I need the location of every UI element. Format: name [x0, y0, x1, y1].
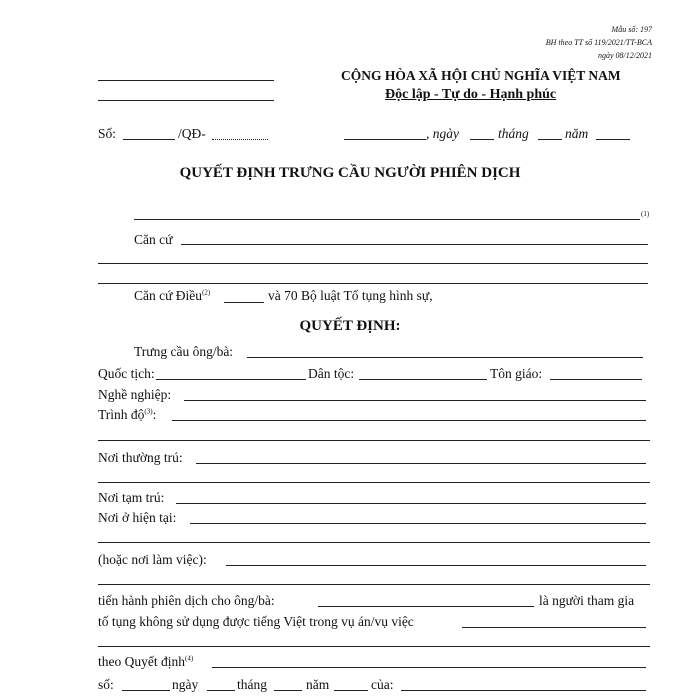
thuong-tru-label: Nơi thường trú:: [98, 450, 183, 465]
nghe-nghiep-label: Nghề nghiệp:: [98, 387, 172, 402]
tien-hanh-label: tiến hành phiên dịch cho ông/bà:: [98, 593, 275, 608]
qd-field[interactable]: [212, 139, 268, 140]
year-field[interactable]: [596, 139, 630, 140]
can-cu-line-1[interactable]: [181, 244, 648, 245]
lam-viec-field[interactable]: [226, 565, 646, 566]
agency-line-2[interactable]: [98, 100, 274, 101]
thang-label: tháng: [498, 126, 529, 141]
document-title: QUYẾT ĐỊNH TRƯNG CẦU NGƯỜI PHIÊN DỊCH: [179, 165, 521, 181]
qd-thang-label: tháng: [237, 677, 267, 692]
nam-label: năm: [565, 126, 589, 141]
can-cu-line-2[interactable]: [98, 263, 648, 264]
hien-tai-line-2[interactable]: [98, 542, 650, 543]
tam-tru-field[interactable]: [176, 503, 646, 504]
qd-nam-label: năm: [306, 677, 330, 692]
dan-toc-field[interactable]: [359, 379, 487, 380]
trung-cau-field[interactable]: [247, 357, 643, 358]
month-field[interactable]: [538, 139, 562, 140]
hien-tai-label: Nơi ở hiện tại:: [98, 510, 177, 525]
day-field[interactable]: [470, 139, 494, 140]
thuong-tru-line-2[interactable]: [98, 482, 650, 483]
quoc-tich-label: Quốc tịch:: [98, 366, 155, 381]
thuong-tru-field[interactable]: [196, 463, 646, 464]
decision-heading: QUYẾT ĐỊNH:: [299, 318, 401, 334]
form-issued-date: ngày 08/12/2021: [598, 51, 652, 60]
can-cu-label: Căn cứ: [134, 232, 173, 247]
vu-an-line-2[interactable]: [98, 646, 650, 647]
qd-cua-label: của:: [371, 677, 394, 692]
lam-viec-label: (hoặc nơi làm việc):: [98, 552, 207, 567]
vu-an-field[interactable]: [462, 627, 646, 628]
ton-giao-field[interactable]: [550, 379, 642, 380]
motto-header: Độc lập - Tự do - Hạnh phúc: [385, 87, 557, 102]
qd-ngay-field[interactable]: [207, 690, 235, 691]
so-field[interactable]: [123, 139, 175, 140]
nghe-nghiep-field[interactable]: [184, 400, 646, 401]
can-cu-line-3[interactable]: [98, 283, 648, 284]
theo-qd-field[interactable]: [212, 667, 646, 668]
trinh-do-label: Trình độ$^{(3)}$:: [98, 407, 157, 422]
qd-cua-field[interactable]: [401, 690, 646, 691]
qd-label: /QĐ-: [178, 126, 206, 141]
tam-tru-label: Nơi tạm trú:: [98, 490, 165, 505]
can-cu-dieu-suffix: và 70 Bộ luật Tố tụng hình sự,: [268, 288, 433, 303]
authority-line[interactable]: [134, 219, 640, 220]
note-1: (1): [641, 210, 650, 218]
country-header: CỘNG HÒA XÃ HỘI CHỦ NGHĨA VIỆT NAM: [341, 68, 621, 83]
ton-giao-label: Tôn giáo:: [490, 366, 543, 381]
place-field[interactable]: [344, 139, 426, 140]
quoc-tich-field[interactable]: [156, 379, 306, 380]
theo-qd-label: theo Quyết định$^{(4)}$: [98, 654, 194, 669]
qd-ngay-label: ngày: [172, 677, 199, 692]
dan-toc-label: Dân tộc:: [308, 366, 355, 381]
tien-hanh-field[interactable]: [318, 606, 534, 607]
trung-cau-label: Trưng cầu ông/bà:: [134, 344, 234, 359]
qd-nam-field[interactable]: [334, 690, 368, 691]
to-tung-label: tố tụng không sử dụng được tiếng Việt trong vụ án/vụ việc: [98, 614, 414, 629]
qd-so-field[interactable]: [122, 690, 170, 691]
so-label: Số:: [98, 126, 117, 141]
qd-so-label: số:: [98, 677, 114, 692]
agency-line-1[interactable]: [98, 80, 274, 81]
trinh-do-field[interactable]: [172, 420, 646, 421]
qd-thang-field[interactable]: [274, 690, 302, 691]
lam-viec-line-2[interactable]: [98, 584, 650, 585]
dieu-field[interactable]: [224, 302, 264, 303]
trinh-do-line-2[interactable]: [98, 440, 650, 441]
nguoi-tham-gia-label: là người tham gia: [539, 593, 635, 608]
form-issued-by: BH theo TT số 119/2021/TT-BCA: [545, 38, 652, 47]
form-number: Mẫu số: 197: [611, 25, 652, 34]
hien-tai-field[interactable]: [190, 523, 646, 524]
can-cu-dieu: Căn cứ Điều$^{(2)}$: [134, 288, 211, 303]
ngay-label: , ngày: [426, 126, 459, 141]
